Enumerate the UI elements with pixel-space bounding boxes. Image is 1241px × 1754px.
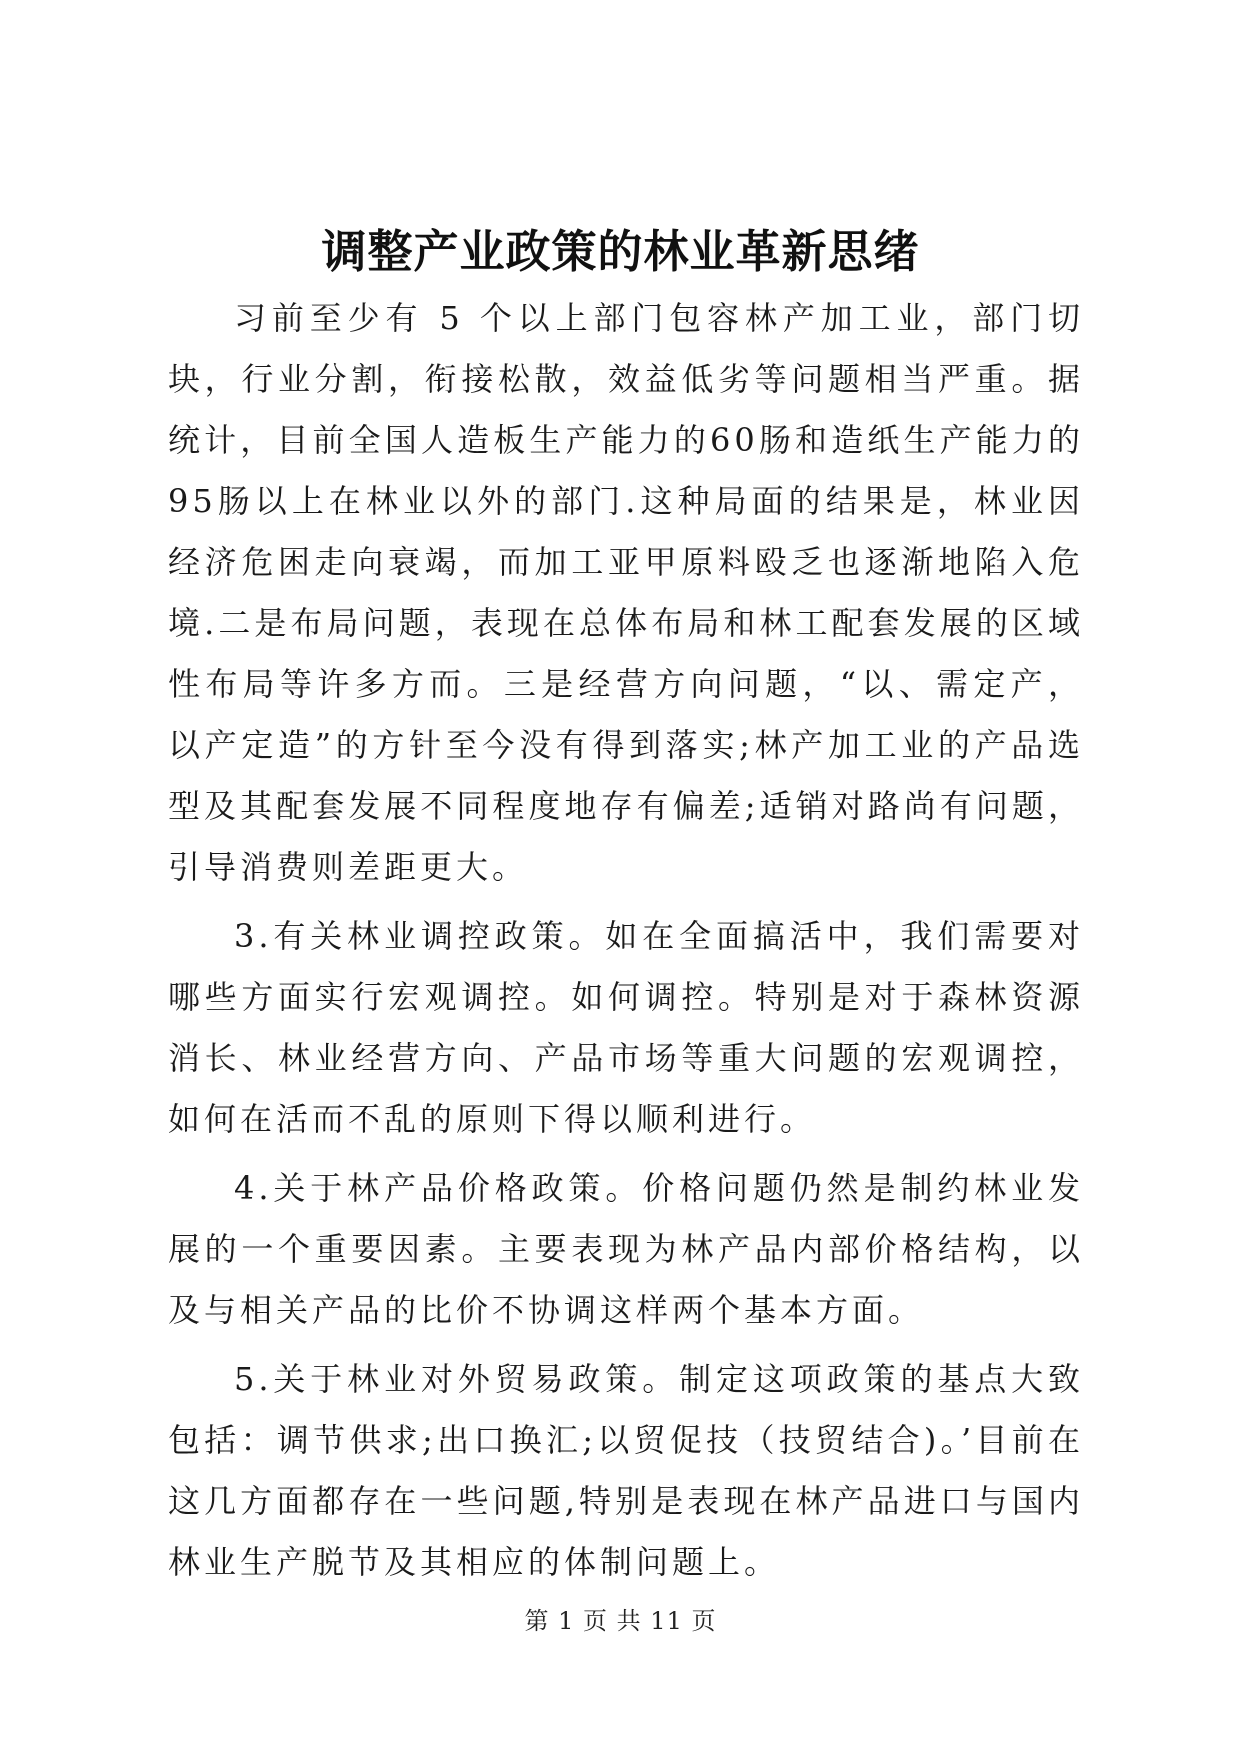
- page-number-footer: 第 1 页 共 11 页: [524, 1607, 717, 1635]
- document-body: [168, 288, 1084, 1601]
- paragraph-2: 3.有关林业调控政策。如在全面搞活中，我们需要对哪些方面实行宏观调控。如何调控。特别是对于森林资源消长、林业经营方向、产品市场等重大问题的宏观调控，如何在活而不乱的原则下得以顺利进行。: [168, 917, 1084, 1138]
- paragraph-4: 5.关于林业对外贸易政策。制定这项政策的基点大致包括：调节供求;出口换汇;以贸促技（技贸结合)。’目前在这几方面都存在一些问题,特别是表现在林产品进口与国内林业生产脱节及其相应的体制问题上。: [168, 1360, 1084, 1581]
- paragraph-1: 习前至少有 5 个以上部门包容林产加工业，部门切块，行业分割，衔接松散，效益低劣等问题相当严重。据统计，目前全国人造板生产能力的60肠和造纸生产能力的95肠以上在林业以外的部门.这种局面的结果是，林业因经济危困走向衰竭，而加工亚甲原料殴乏也逐渐地陷入危境.二是布局问题，表现在总体布局和林工配套发展的区域性布局等许多方而。三是经营方向问题，“以、需定产，以产定造”的方针至今没有得到落实;林产加工业的产品选型及其配套发展不同程度地存有偏差;适销对路尚有问题，引导消费则差距更大。: [168, 299, 1084, 886]
- document-title: 调整产业政策的林业革新思绪: [321, 225, 920, 278]
- paragraph-3: 4.关于林产品价格政策。价格问题仍然是制约林业发展的一个重要因素。主要表现为林产品内部价格结构，以及与相关产品的比价不协调这样两个基本方面。: [168, 1169, 1084, 1329]
